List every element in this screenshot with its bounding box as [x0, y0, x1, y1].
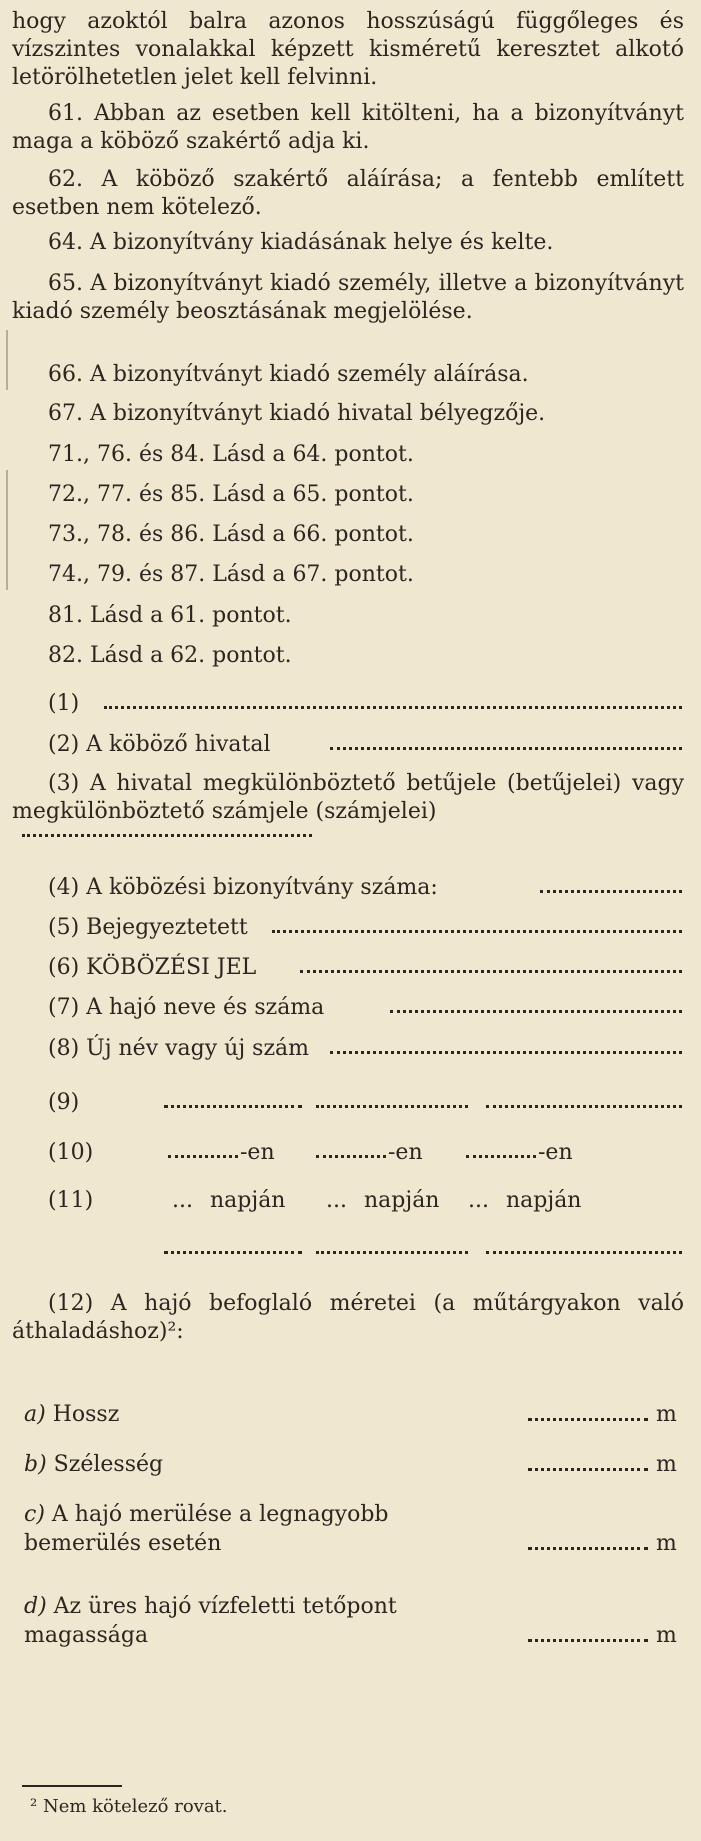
dimension-c-blank: [528, 1543, 648, 1550]
field-11-suffix-3: napján: [506, 1188, 582, 1213]
field-9-blank-3: [486, 1101, 682, 1108]
field-6-label: (6) KÖBÖZÉSI JEL: [48, 955, 257, 980]
field-8-blank: [330, 1047, 682, 1054]
dimension-c-unit: m: [656, 1531, 677, 1556]
note-66: 66. A bizonyítványt kiadó személy aláírása.: [48, 362, 529, 387]
dimension-b-blank: [528, 1464, 648, 1471]
field-11-blank-2: [316, 1247, 468, 1254]
dimension-a-label: a) Hossz: [24, 1402, 120, 1427]
field-10-suffix-1: -en: [240, 1140, 275, 1165]
field-10-blank-1: [168, 1151, 238, 1158]
field-12-label: (12) A hajó befoglaló méretei (a műtárgyakon való áthaladáshoz)²:: [12, 1291, 684, 1344]
field-2-blank: [330, 743, 682, 750]
field-9-blank-2: [316, 1101, 468, 1108]
field-11-suffix-1: napján: [210, 1188, 286, 1213]
note-72: 72., 77. és 85. Lásd a 65. pontot.: [48, 482, 414, 507]
field-1-blank: [104, 702, 682, 709]
field-10-suffix-3: -en: [538, 1140, 573, 1165]
field-9-blank-1: [164, 1101, 302, 1108]
note-82: 82. Lásd a 62. pontot.: [48, 643, 292, 668]
note-61: 61. Abban az esetben kell kitölteni, ha a bizonyítványt maga a köböző szakértő adja ki.: [12, 101, 684, 154]
note-71: 71., 76. és 84. Lásd a 64. pontot.: [48, 442, 414, 467]
dimension-b-unit: m: [656, 1452, 677, 1477]
footnote: ² Nem kötelező rovat.: [30, 1796, 228, 1817]
note-62: 62. A köböző szakértő aláírása; a fentebb említett esetben nem kötelező.: [12, 167, 684, 220]
field-6-blank: [300, 966, 682, 973]
field-11-prefix-2: ...: [326, 1188, 347, 1213]
field-11-label: (11): [48, 1188, 94, 1213]
field-10-blank-2: [316, 1151, 386, 1158]
note-81: 81. Lásd a 61. pontot.: [48, 603, 292, 628]
field-11-blank-3: [486, 1247, 682, 1254]
dimension-d-blank: [528, 1635, 648, 1642]
field-2-label: (2) A köböző hivatal: [48, 732, 271, 757]
dimension-d-label: d) Az üres hajó vízfeletti tetőpont magassága: [24, 1594, 397, 1648]
field-4-label: (4) A köbözési bizonyítvány száma:: [48, 875, 438, 900]
field-11-blank-1: [164, 1247, 302, 1254]
field-3-blank: [22, 830, 312, 837]
dimension-a-blank: [528, 1414, 648, 1421]
field-10-blank-3: [466, 1151, 536, 1158]
margin-mark: [6, 330, 8, 390]
field-1-label: (1): [48, 691, 80, 716]
note-64: 64. A bizonyítvány kiadásának helye és kelte.: [48, 230, 554, 255]
field-11-prefix-3: ...: [468, 1188, 489, 1213]
note-74: 74., 79. és 87. Lásd a 67. pontot.: [48, 562, 414, 587]
field-11-prefix-1: ...: [172, 1188, 193, 1213]
field-4-blank: [540, 886, 682, 893]
field-7-blank: [390, 1006, 682, 1013]
dimension-a-unit: m: [656, 1402, 677, 1427]
field-7-label: (7) A hajó neve és száma: [48, 995, 325, 1020]
field-9-label: (9): [48, 1090, 80, 1115]
field-11-suffix-2: napján: [364, 1188, 440, 1213]
field-3-label: (3) A hivatal megkülönböztető betűjele (betűjelei) vagy megkülönböztető számjele (számjelei): [12, 771, 684, 824]
dimension-d-unit: m: [656, 1623, 677, 1648]
note-65: 65. A bizonyítványt kiadó személy, illetve a bizonyítványt kiadó személy beosztásának megjelölése.: [12, 271, 684, 324]
intro-paragraph: hogy azoktól balra azonos hosszúságú függőleges és vízszintes vonalakkal képzett kisméretű keresztet alkotó letörölhetetlen jelet kell felvinni.: [12, 9, 684, 90]
field-10-label: (10): [48, 1140, 94, 1165]
margin-mark: [6, 470, 8, 590]
field-8-label: (8) Új név vagy új szám: [48, 1036, 310, 1061]
dimension-c-label: c) A hajó merülése a legnagyobb bemerülés esetén: [24, 1502, 389, 1556]
field-5-label: (5) Bejegyeztetett: [48, 915, 248, 940]
footnote-rule: [22, 1785, 122, 1787]
field-5-blank: [272, 926, 682, 933]
note-73: 73., 78. és 86. Lásd a 66. pontot.: [48, 522, 414, 547]
field-10-suffix-2: -en: [388, 1140, 423, 1165]
note-67: 67. A bizonyítványt kiadó hivatal bélyegzője.: [48, 401, 546, 426]
dimension-b-label: b) Szélesség: [24, 1452, 164, 1477]
